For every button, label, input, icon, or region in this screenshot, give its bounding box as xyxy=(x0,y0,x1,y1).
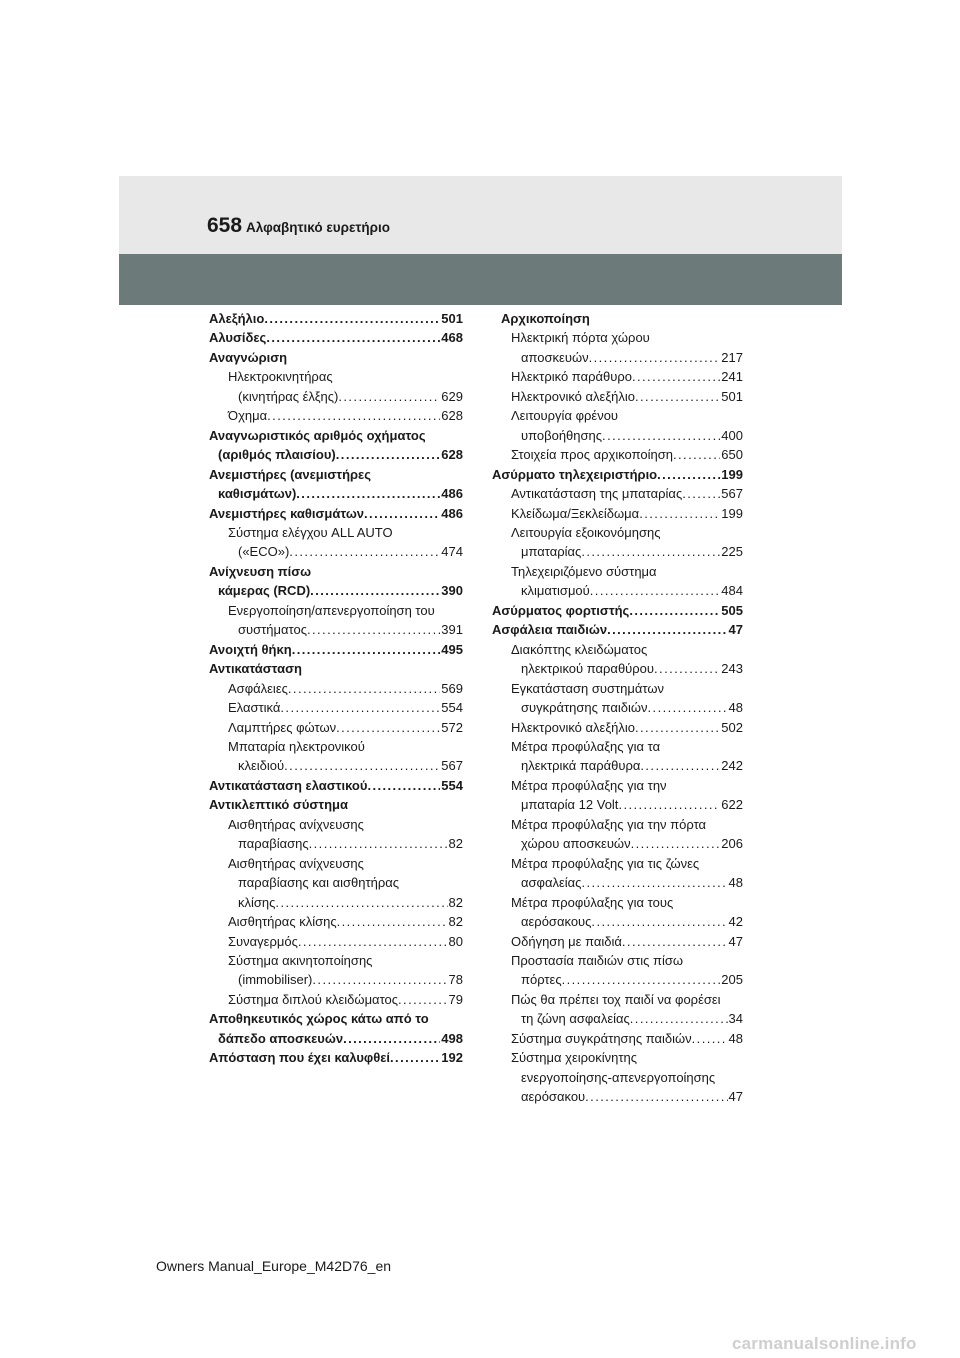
index-entry-page: 47 xyxy=(728,1089,743,1105)
index-entry-text: Κλείδωμα/Ξεκλείδωμα xyxy=(511,505,640,521)
index-entry xyxy=(209,834,463,853)
index-entry xyxy=(209,698,463,717)
index-entry-text: Ηλεκτροκινητήρας xyxy=(228,369,333,385)
page-number: 658 xyxy=(207,214,243,237)
index-entry xyxy=(209,504,463,523)
index-entry xyxy=(492,581,743,600)
footer-manual-id: Owners Manual_Europe_M42D76_en xyxy=(156,1258,392,1274)
index-entry-text: Απόσταση που έχει καλυφθεί xyxy=(209,1050,391,1066)
index-entry-text: Συναγερμός xyxy=(228,933,298,949)
index-entry xyxy=(209,893,463,912)
index-entry-text: Μέτρα προφύλαξης για την xyxy=(511,777,667,793)
index-entry xyxy=(209,873,463,892)
index-entry xyxy=(209,718,463,737)
index-entry xyxy=(209,523,463,542)
dot-leader xyxy=(367,776,440,795)
index-entry-page: 622 xyxy=(721,797,743,813)
index-entry xyxy=(209,542,463,561)
index-entry-text: (αριθμός πλαισίου) xyxy=(218,447,336,463)
dot-leader xyxy=(657,465,720,484)
index-entry xyxy=(492,854,743,873)
index-entry xyxy=(492,640,743,659)
dot-leader xyxy=(631,834,721,853)
dot-leader xyxy=(364,504,440,523)
index-entry-text: Σύστημα χειροκίνητης xyxy=(511,1050,638,1066)
section-title: Αλφαβητικό ευρετήριο xyxy=(246,220,391,235)
dot-leader xyxy=(307,620,440,639)
index-entry xyxy=(209,406,463,425)
index-entry-page: 82 xyxy=(448,836,463,852)
index-entry-text: Ασύρματο τηλεχειριστήριο xyxy=(492,466,658,482)
index-entry-page: 205 xyxy=(721,972,743,988)
index-entry-page: 486 xyxy=(441,505,463,521)
index-entry-page: 400 xyxy=(721,427,743,443)
header-bar xyxy=(119,254,842,305)
index-entry-text: Αισθητήρας ανίχνευσης xyxy=(228,816,364,832)
index-entry-text: Αρχικοποίηση xyxy=(501,311,590,326)
dot-leader xyxy=(310,581,440,600)
index-entry-text: Αντικατάσταση ελαστικού xyxy=(209,777,368,793)
index-entry-text: υποβοήθησης xyxy=(521,427,603,443)
index-entry xyxy=(209,562,463,581)
index-entry xyxy=(209,737,463,756)
index-entry-text: αερόσακου xyxy=(521,1089,586,1105)
index-entry-text: Ανίχνευση πίσω xyxy=(209,563,312,579)
index-entry-text: Σύστημα διπλού κλειδώματος xyxy=(228,991,399,1007)
index-entry xyxy=(209,912,463,931)
index-entry xyxy=(492,504,743,523)
index-entry-text: Μέτρα προφύλαξης για τους xyxy=(511,894,674,910)
index-entry-text: Αναγνώριση xyxy=(209,349,288,365)
index-entry-page: 572 xyxy=(441,719,463,735)
dot-leader xyxy=(390,1048,440,1067)
index-entry-text: Προστασία παιδιών στις πίσω xyxy=(511,952,684,968)
index-entry-text: Αλεξήλιο xyxy=(209,311,265,326)
index-entry xyxy=(209,951,463,970)
index-entry xyxy=(492,815,743,834)
index-entry xyxy=(492,1048,743,1067)
dot-leader xyxy=(635,718,720,737)
index-entry-page: 42 xyxy=(728,914,743,930)
index-entry-text: Αλυσίδες xyxy=(209,330,267,346)
watermark: carmanualsonline.info xyxy=(732,1334,917,1353)
index-entry xyxy=(209,348,463,367)
dot-leader xyxy=(632,367,720,386)
index-entry xyxy=(492,659,743,678)
index-entry xyxy=(492,970,743,989)
index-entry-page: 468 xyxy=(441,330,463,346)
dot-leader xyxy=(312,970,447,989)
index-entry-page: 48 xyxy=(728,1030,743,1046)
dot-leader xyxy=(581,873,727,892)
index-entry xyxy=(492,873,743,892)
index-entry-text: Ηλεκτρική πόρτα χώρου xyxy=(511,330,650,346)
index-entry-text: δάπεδο αποσκευών xyxy=(218,1030,344,1046)
index-entry xyxy=(209,445,463,464)
index-entry-page: 79 xyxy=(448,991,463,1007)
index-entry-text: Αποθηκευτικός χώρος κάτω από το xyxy=(209,1011,429,1027)
index-entry xyxy=(209,776,463,795)
dot-leader xyxy=(640,756,720,775)
index-entry-text: Εγκατάσταση συστημάτων xyxy=(511,680,664,696)
index-entry xyxy=(209,679,463,698)
index-entry-text: Ανεμιστήρες καθισμάτων xyxy=(209,505,365,521)
index-entry xyxy=(492,387,743,406)
index-entry xyxy=(209,990,463,1009)
index-entry xyxy=(209,620,463,639)
dot-leader xyxy=(585,1087,727,1106)
index-entry-text: Ασφάλειες xyxy=(228,680,288,696)
index-entry-page: 486 xyxy=(441,486,463,502)
index-column-left xyxy=(209,309,463,1068)
index-entry xyxy=(209,795,463,814)
index-entry-text: Στοιχεία προς αρχικοποίηση xyxy=(511,447,673,463)
index-entry-text: πόρτες xyxy=(521,972,562,988)
dot-leader xyxy=(630,1009,728,1028)
dot-leader xyxy=(618,795,720,814)
index-entry-text: χώρου αποσκευών xyxy=(521,836,631,852)
index-entry xyxy=(209,465,463,484)
index-entry-page: 567 xyxy=(441,758,463,774)
dot-leader xyxy=(654,659,720,678)
index-entry xyxy=(492,1068,743,1087)
index-entry-page: 241 xyxy=(721,369,743,385)
index-entry xyxy=(209,309,463,328)
index-entry xyxy=(492,523,743,542)
dot-leader xyxy=(581,542,720,561)
dot-leader xyxy=(629,601,720,620)
index-entry-page: 82 xyxy=(448,914,463,930)
index-entry-text: παραβίασης και αισθητήρας xyxy=(238,875,400,891)
index-entry xyxy=(492,367,743,386)
index-entry xyxy=(209,1048,463,1067)
index-entry xyxy=(492,465,743,484)
index-entry-text: Διακόπτης κλειδώματος xyxy=(511,641,648,657)
index-entry-text: Οδήγηση με παιδιά xyxy=(511,933,622,949)
index-entry-text: Σύστημα ελέγχου ALL AUTO xyxy=(228,524,393,540)
index-entry xyxy=(209,328,463,347)
dot-leader xyxy=(337,912,448,931)
dot-leader xyxy=(682,484,720,503)
index-entry-page: 48 xyxy=(728,875,743,891)
index-entry xyxy=(492,620,743,639)
index-column-right xyxy=(492,309,743,1107)
index-entry-page: 554 xyxy=(441,700,463,716)
index-entry-page: 199 xyxy=(721,505,743,521)
dot-leader xyxy=(692,1029,728,1048)
index-entry-text: Αισθητήρας κλίσης xyxy=(228,914,337,930)
dot-leader xyxy=(622,932,728,951)
index-entry-page: 501 xyxy=(721,388,743,404)
index-entry-page: 629 xyxy=(441,388,463,404)
index-entry xyxy=(492,718,743,737)
index-entry-text: Μπαταρία ηλεκτρονικού xyxy=(228,738,365,754)
index-entry-text: Ενεργοποίηση/απενεργοποίηση του xyxy=(228,602,435,618)
index-entry-page: 217 xyxy=(721,349,743,365)
dot-leader xyxy=(398,990,448,1009)
index-entry-page: 48 xyxy=(728,700,743,716)
index-entry-page: 650 xyxy=(721,447,743,463)
index-entry xyxy=(209,387,463,406)
index-entry-text: Μέτρα προφύλαξης για την πόρτα xyxy=(511,816,707,832)
index-entry-page: 628 xyxy=(441,447,463,463)
dot-leader xyxy=(336,445,441,464)
index-entry xyxy=(492,484,743,503)
index-entry xyxy=(492,776,743,795)
dot-leader xyxy=(264,309,440,328)
index-entry-text: Ηλεκτρικό παράθυρο xyxy=(511,369,632,385)
index-entry xyxy=(492,601,743,620)
index-entry-text: Μέτρα προφύλαξης για τα xyxy=(511,738,661,754)
index-entry xyxy=(209,970,463,989)
index-entry xyxy=(492,426,743,445)
index-entry xyxy=(209,756,463,775)
dot-leader xyxy=(336,718,440,737)
index-entry xyxy=(492,1087,743,1106)
index-entry-text: Τηλεχειριζόμενο σύστημα xyxy=(511,563,657,579)
index-entry-text: Λαμπτήρες φώτων xyxy=(228,719,337,735)
dot-leader xyxy=(298,932,448,951)
dot-leader xyxy=(589,348,721,367)
index-entry xyxy=(492,698,743,717)
index-entry-page: 242 xyxy=(721,758,743,774)
index-entry-text: Σύστημα συγκράτησης παιδιών xyxy=(511,1030,692,1046)
dot-leader xyxy=(591,912,727,931)
dot-leader xyxy=(639,504,720,523)
index-entry xyxy=(209,426,463,445)
dot-leader xyxy=(343,1029,440,1048)
index-entry xyxy=(492,1029,743,1048)
index-entry xyxy=(209,815,463,834)
dot-leader xyxy=(284,756,440,775)
index-entry xyxy=(492,562,743,581)
index-entry-text: μπαταρίας xyxy=(521,544,582,560)
index-entry-page: 34 xyxy=(728,1011,743,1027)
index-entry-text: αερόσακους xyxy=(521,914,592,930)
index-entry-text: κλίσης xyxy=(238,894,276,910)
index-entry-page: 390 xyxy=(441,583,463,599)
index-entry xyxy=(492,1009,743,1028)
index-entry-page: 80 xyxy=(448,933,463,949)
index-entry-page: 628 xyxy=(441,408,463,424)
index-entry-page: 243 xyxy=(721,661,743,677)
index-entry-text: Αντικατάσταση xyxy=(209,661,302,677)
dot-leader xyxy=(562,970,721,989)
index-entry-text: Όχημα xyxy=(228,408,268,424)
index-entry xyxy=(209,640,463,659)
index-entry-text: Ελαστικά xyxy=(228,700,281,716)
index-entry xyxy=(492,756,743,775)
dot-leader xyxy=(292,640,441,659)
index-entry-text: Μέτρα προφύλαξης για τις ζώνες xyxy=(511,855,700,871)
index-entry xyxy=(492,795,743,814)
index-entry-page: 206 xyxy=(721,836,743,852)
dot-leader xyxy=(309,834,448,853)
index-entry-text: Πώς θα πρέπει τοχ παιδί να φορέσει xyxy=(511,991,721,1007)
index-entry-page: 391 xyxy=(441,622,463,638)
index-entry-page: 502 xyxy=(721,719,743,735)
index-entry xyxy=(492,309,743,328)
index-entry-text: (κινητήρας έλξης) xyxy=(238,388,339,404)
index-entry-text: Ασφάλεια παιδιών xyxy=(492,622,608,638)
index-entry-text: Ηλεκτρονικό αλεξήλιο xyxy=(511,719,635,735)
index-entry xyxy=(492,834,743,853)
dot-leader xyxy=(673,445,720,464)
index-entry-page: 47 xyxy=(728,622,743,638)
index-entry xyxy=(492,932,743,951)
index-entry-text: ασφαλείας xyxy=(521,875,582,891)
index-entry xyxy=(209,659,463,678)
index-entry-page: 199 xyxy=(721,466,743,482)
index-entry xyxy=(492,679,743,698)
index-entry-text: συστήματος xyxy=(238,622,307,638)
index-entry-text: Σύστημα ακινητοποίησης xyxy=(228,952,373,968)
index-entry-text: ηλεκτρικού παραθύρου xyxy=(521,661,655,677)
index-entry xyxy=(492,990,743,1009)
index-entry-page: 192 xyxy=(441,1050,463,1066)
index-entry xyxy=(492,406,743,425)
index-entry-text: (immobiliser) xyxy=(238,972,313,988)
index-entry-page: 498 xyxy=(441,1030,463,1046)
index-entry-text: Λειτουργία εξοικονόμησης xyxy=(511,524,661,540)
index-entry-page: 78 xyxy=(448,972,463,988)
index-entry xyxy=(209,601,463,620)
dot-leader xyxy=(607,620,727,639)
index-entry-text: αποσκευών xyxy=(521,349,589,365)
index-entry xyxy=(209,367,463,386)
index-entry-page: 82 xyxy=(448,894,463,910)
index-entry-page: 501 xyxy=(441,311,463,326)
index-entry-text: κάμερας (RCD) xyxy=(218,583,311,599)
index-entry xyxy=(209,1029,463,1048)
index-entry xyxy=(492,348,743,367)
dot-leader xyxy=(280,698,440,717)
index-entry-page: 47 xyxy=(728,933,743,949)
index-entry-page: 495 xyxy=(441,641,463,657)
index-entry-text: Ασύρματος φορτιστής xyxy=(492,602,630,618)
index-entry-page: 569 xyxy=(441,680,463,696)
index-entry-text: καθισμάτων) xyxy=(218,486,297,502)
index-entry-text: ηλεκτρικά παράθυρα xyxy=(521,758,641,774)
dot-leader xyxy=(635,387,720,406)
index-entry-text: κλειδιού xyxy=(238,758,285,774)
index-entry-text: Αντικλεπτικό σύστημα xyxy=(209,797,348,813)
dot-leader xyxy=(266,328,440,347)
index-entry-text: κλιματισμού xyxy=(521,583,590,599)
dot-leader xyxy=(289,542,440,561)
index-entry-text: Αναγνωριστικός αριθμός οχήματος xyxy=(209,427,426,443)
index-entry-page: 554 xyxy=(441,777,463,793)
index-entry xyxy=(492,542,743,561)
index-entry-page: 474 xyxy=(441,544,463,560)
index-entry xyxy=(209,932,463,951)
index-entry xyxy=(209,854,463,873)
index-entry xyxy=(492,328,743,347)
dot-leader xyxy=(602,426,720,445)
index-entry-page: 505 xyxy=(721,602,743,618)
index-entry-text: Ανεμιστήρες (ανεμιστήρες xyxy=(209,466,371,482)
index-entry xyxy=(492,951,743,970)
index-entry xyxy=(492,893,743,912)
index-entry xyxy=(209,484,463,503)
index-entry xyxy=(209,581,463,600)
dot-leader xyxy=(296,484,440,503)
index-entry xyxy=(492,445,743,464)
dot-leader xyxy=(338,387,440,406)
index-entry xyxy=(492,737,743,756)
index-entry-page: 484 xyxy=(721,583,743,599)
index-entry-text: μπαταρία 12 Volt xyxy=(521,797,619,813)
index-entry-text: («ECO») xyxy=(238,544,290,560)
index-entry-text: ενεργοποίησης-απενεργοποίησης xyxy=(521,1069,716,1085)
index-entry-page: 567 xyxy=(721,486,743,502)
index-entry-text: Λειτουργία φρένου xyxy=(511,408,619,424)
index-entry xyxy=(492,912,743,931)
dot-leader xyxy=(275,893,447,912)
index-entry-text: συγκράτησης παιδιών xyxy=(521,700,648,716)
index-entry-text: τη ζώνη ασφαλείας xyxy=(521,1011,630,1027)
dot-leader xyxy=(648,698,728,717)
index-entry-text: παραβίασης xyxy=(238,836,309,852)
index-entry-text: Ηλεκτρονικό αλεξήλιο xyxy=(511,388,635,404)
index-entry-text: Αντικατάσταση της μπαταρίας xyxy=(511,486,683,502)
index-entry-page: 225 xyxy=(721,544,743,560)
dot-leader xyxy=(590,581,721,600)
dot-leader xyxy=(288,679,440,698)
dot-leader xyxy=(267,406,440,425)
index-entry-text: Ανοιχτή θήκη xyxy=(209,641,292,657)
index-entry xyxy=(209,1009,463,1028)
index-entry-text: Αισθητήρας ανίχνευσης xyxy=(228,855,364,871)
